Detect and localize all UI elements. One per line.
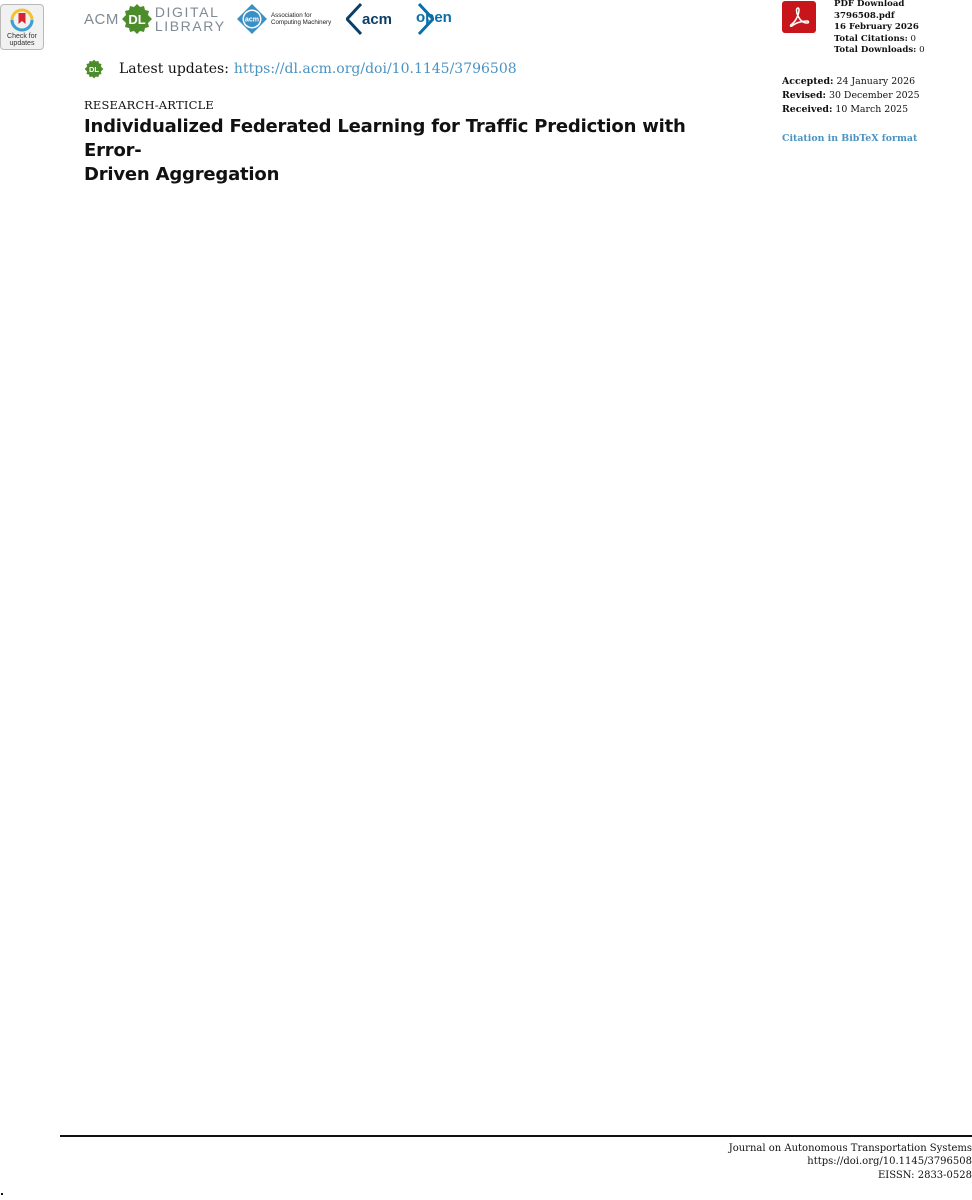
journal-doi[interactable]: https://doi.org/10.1145/3796508 <box>807 1156 972 1168</box>
article-title <box>84 115 724 187</box>
revised-label: Revised: <box>782 90 827 101</box>
pdf-filename: 3796508.pdf <box>834 10 895 21</box>
page-mark <box>1 1193 3 1195</box>
digital-text: DIGITAL <box>154 4 220 20</box>
article-title-line1: Individualized Federated Learning for Traffic Prediction with Error- <box>84 116 686 161</box>
acm-diamond-icon <box>236 3 268 35</box>
accepted-date <box>782 75 920 89</box>
acm-diamond-text: acm <box>244 16 260 24</box>
latest-updates-link[interactable]: https://dl.acm.org/doi/10.1145/3796508 <box>233 61 517 77</box>
bibtex-citation-link[interactable]: Citation in BibTeX format <box>782 133 918 144</box>
library-text: LIBRARY <box>154 18 226 34</box>
article-dates <box>782 75 920 117</box>
check-for-updates-label: Check for updates <box>7 33 37 47</box>
revised-date <box>782 89 920 103</box>
acm-logo-text: ACM <box>84 10 119 28</box>
association-line2: Computing Machinery <box>271 19 332 26</box>
pdf-download-icon[interactable] <box>782 1 816 33</box>
acm-association-logo[interactable] <box>236 3 331 35</box>
article-type: RESEARCH-ARTICLE <box>84 98 215 112</box>
total-citations-label: Total Citations: <box>834 33 908 44</box>
article-title-line2: Driven Aggregation <box>84 164 280 185</box>
adobe-pdf-icon <box>788 6 810 28</box>
accepted-label: Accepted: <box>782 76 834 87</box>
association-line1: Association for <box>271 12 312 19</box>
pdf-download-link[interactable]: PDF Download <box>834 0 905 9</box>
received-date <box>782 103 920 117</box>
total-citations <box>834 34 925 46</box>
total-citations-value: 0 <box>910 33 917 44</box>
footer-divider <box>60 1135 972 1137</box>
dl-small-badge-text: DL <box>89 65 99 75</box>
dl-small-badge-icon <box>84 59 104 79</box>
crossmark-icon <box>10 8 34 32</box>
acm-open-logo[interactable] <box>346 2 452 36</box>
latest-updates-label: Latest updates: <box>119 61 229 77</box>
dl-badge-icon <box>121 3 153 35</box>
received-value: 10 March 2025 <box>835 104 909 115</box>
acm-digital-library-logo[interactable] <box>84 2 226 36</box>
journal-name: Journal on Autonomous Transportation Systems <box>728 1143 972 1154</box>
received-label: Received: <box>782 104 833 115</box>
acm-open-acm-text: acm <box>362 11 393 28</box>
pdf-metadata <box>834 0 925 57</box>
total-downloads-value: 0 <box>919 45 925 56</box>
check-for-updates-badge[interactable] <box>0 4 44 50</box>
total-downloads-label: Total Downloads: <box>834 45 917 56</box>
revised-value: 30 December 2025 <box>829 90 920 101</box>
dl-badge-text: DL <box>128 12 146 27</box>
latest-updates <box>84 58 517 80</box>
total-downloads <box>834 45 925 57</box>
journal-footer <box>729 1142 972 1182</box>
acm-open-word: open <box>416 9 452 26</box>
pdf-date: 16 February 2026 <box>834 22 919 33</box>
accepted-value: 24 January 2026 <box>836 76 916 87</box>
journal-eissn: EISSN: 2833-0528 <box>878 1169 972 1181</box>
